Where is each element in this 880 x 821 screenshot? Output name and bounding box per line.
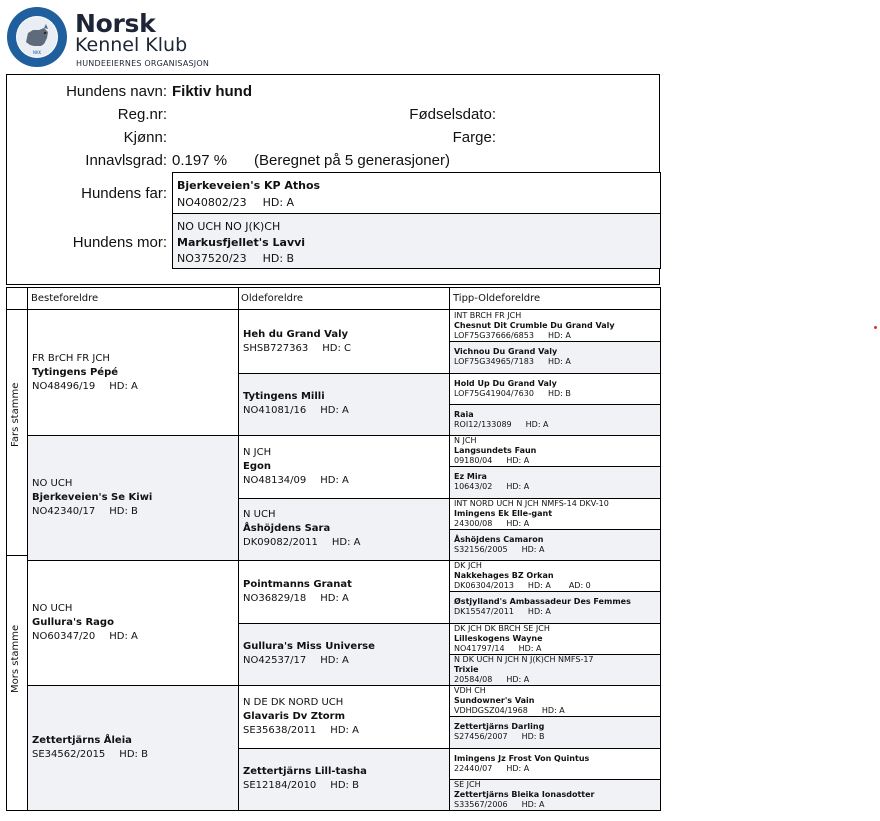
- regnr-label: Reg.nr:: [117, 106, 167, 123]
- name-label: Hundens navn:: [66, 83, 167, 100]
- row-divider: [450, 716, 660, 717]
- red-dot-marker: [874, 326, 877, 329]
- ancestor-gen3-1: [450, 311, 660, 341]
- ancestor-hd: HD: A: [547, 331, 571, 341]
- ancestor-hd: HD: A: [320, 405, 349, 417]
- ancestor-reg: NO42340/17: [32, 506, 96, 517]
- ancestor-name: Trixie: [454, 664, 479, 674]
- ancestor-name: Vichnou Du Grand Valy: [454, 347, 558, 357]
- ancestor-reg-line: [32, 505, 238, 519]
- ancestor-reg: NO48496/19: [32, 381, 96, 392]
- ancestor-title: DK JCH: [454, 561, 482, 571]
- ancestor-name: Lilleskogens Wayne: [454, 633, 543, 643]
- ancestor-title: FR BrCH FR JCH: [32, 353, 110, 364]
- ancestor-name: Bjerkeveien's Se Kiwi: [32, 492, 153, 503]
- ancestor-title: INT BRCH FR JCH: [454, 311, 522, 321]
- ancestor-hd: HD: B: [330, 780, 359, 792]
- brand-tagline: HUNDEEIERNES ORGANISASJON: [76, 59, 210, 68]
- brand-line1: Norsk: [75, 9, 156, 38]
- ancestor-reg: DK06304/2013: [454, 581, 514, 591]
- father-reg: NO40802/23: [177, 196, 247, 209]
- ancestor-hd: HD: A: [506, 482, 530, 492]
- ancestor-reg-line: [32, 748, 238, 762]
- ancestor-title: NO UCH: [32, 603, 73, 614]
- ancestor-gen3-3: [450, 374, 660, 404]
- row-divider: [450, 466, 660, 467]
- row-divider: [450, 529, 660, 530]
- ancestor-gen1-2: [28, 436, 238, 560]
- ancestor-reg-line: [454, 357, 660, 367]
- mors-stamme-label: Mors stamme: [10, 624, 21, 693]
- ancestor-gen3-9: [450, 561, 660, 591]
- sex-label: Kjønn:: [123, 129, 167, 146]
- ancestor-reg-line: [454, 519, 660, 529]
- ancestor-reg-line: [454, 607, 660, 617]
- inbreeding-value: 0.197 %: [172, 152, 228, 169]
- ancestor-reg-line: [454, 331, 660, 341]
- ancestor-name: Zettertjärns Bleika Ionasdotter: [454, 789, 595, 799]
- ancestor-reg: LOF75G34965/7183: [454, 357, 534, 367]
- ancestor-hd: HD: B: [119, 749, 148, 760]
- ancestor-name: Chesnut Dit Crumble Du Grand Valy: [454, 321, 615, 331]
- ancestor-title: N DE DK NORD UCH: [243, 696, 344, 708]
- ancestor-gen3-6: [450, 467, 660, 497]
- ancestor-gen2-5: [239, 561, 449, 623]
- ancestor-reg-line: [243, 654, 449, 668]
- header-gen3: Tipp-Oldeforeldre: [453, 293, 541, 304]
- ancestor-reg-line: [454, 420, 660, 430]
- father-name: Bjerkeveien's KP Athos: [177, 179, 321, 192]
- ancestor-title: N UCH: [243, 509, 276, 521]
- ancestor-reg-line: [243, 536, 449, 550]
- ancestor-name: Zettertjärns Åleia: [32, 735, 132, 746]
- ancestor-name: Raia: [454, 409, 474, 419]
- ancestor-hd: HD: C: [322, 342, 351, 354]
- ancestor-reg: SE34562/2015: [32, 749, 106, 760]
- ancestor-hd: HD: A: [320, 592, 349, 604]
- ancestor-reg: NO41081/16: [243, 405, 307, 417]
- ancestor-reg: DK09082/2011: [243, 537, 318, 549]
- nkk-seal-logo: [6, 6, 68, 68]
- fars-stamme-label: Fars stamme: [10, 382, 21, 447]
- ancestor-name: Ez Mira: [454, 472, 487, 482]
- ancestor-gen2-4: [239, 499, 449, 561]
- row-divider: [450, 591, 660, 592]
- row-divider: [450, 654, 660, 655]
- ancestor-reg: SHSB727363: [243, 342, 309, 354]
- mother-title: NO UCH NO J(K)CH: [177, 220, 281, 233]
- ancestor-name: Nakkehages BZ Orkan: [454, 571, 554, 581]
- inbreeding-label: Innavlsgrad:: [85, 152, 167, 169]
- ancestor-name: Gullura's Rago: [32, 617, 114, 628]
- ancestor-gen3-5: [450, 436, 660, 466]
- ancestor-reg: S33567/2006: [454, 799, 508, 809]
- ancestor-name: Åshöjdens Camaron: [454, 534, 544, 544]
- ancestor-reg-line: [454, 675, 660, 685]
- ancestor-hd: HD: A: [330, 724, 359, 736]
- birth-label: Fødselsdato:: [409, 106, 496, 123]
- ancestor-hd: HD: A: [547, 357, 571, 367]
- ancestor-gen3-13: [450, 686, 660, 716]
- ancestor-hd: HD: B: [109, 506, 138, 517]
- ancestor-reg: LOF75G37666/6853: [454, 331, 534, 341]
- ancestor-name: Østjylland's Ambassadeur Des Femmes: [454, 597, 631, 607]
- ancestor-gen2-2: [239, 374, 449, 436]
- ancestor-hd: HD: B: [521, 732, 545, 742]
- ancestor-title: N JCH: [243, 446, 272, 458]
- ancestor-title: SE JCH: [454, 779, 481, 789]
- ancestor-reg-line: [454, 456, 660, 466]
- ancestor-gen3-7: [450, 499, 660, 529]
- ancestor-name: Sundowner's Vain: [454, 696, 535, 706]
- father-reg-line: [177, 195, 660, 210]
- svg-text:NKK: NKK: [32, 50, 42, 55]
- ancestor-hd: HD: A: [521, 799, 545, 809]
- mother-label: Hundens mor:: [72, 234, 167, 251]
- ancestor-title: NO UCH: [32, 478, 73, 489]
- header-divider: [7, 309, 660, 310]
- ancestor-reg: NO36829/18: [243, 592, 307, 604]
- ancestor-gen2-1: [239, 311, 449, 373]
- ancestor-name: Zettertjärns Darling: [454, 722, 545, 732]
- ancestor-gen3-2: [450, 342, 660, 372]
- ancestor-name: Gullura's Miss Universe: [243, 641, 375, 653]
- ancestor-reg-line: [454, 706, 660, 716]
- ancestor-title: N DK UCH N JCH N J(K)CH NMFS-17: [454, 654, 594, 664]
- ancestor-gen3-14: [450, 717, 660, 747]
- ancestor-hd: HD: A: [320, 655, 349, 667]
- ancestor-reg: ROI12/133089: [454, 419, 512, 429]
- ancestor-reg-line: [243, 724, 449, 738]
- ancestor-name: Tytingens Milli: [243, 391, 325, 403]
- mother-name: Markusfjellet's Lavvi: [177, 236, 306, 249]
- ancestor-name: Imingens Ek Elle-gant: [454, 508, 553, 518]
- ancestor-reg: S32156/2005: [454, 544, 508, 554]
- ancestor-hd: HD: A: [518, 643, 542, 653]
- ancestor-gen3-16: [450, 780, 660, 810]
- ancestor-hd: HD: B: [547, 388, 571, 398]
- ancestor-reg-line: [243, 779, 449, 793]
- ancestor-hd: HD: A: [109, 381, 138, 392]
- ancestor-reg: S27456/2007: [454, 732, 508, 742]
- color-label: Farge:: [452, 129, 496, 146]
- ancestor-reg: NO42537/17: [243, 655, 307, 667]
- ancestor-hd: HD: A: [506, 763, 530, 773]
- ancestor-hd: HD: A: [320, 474, 349, 486]
- ancestor-reg: SE12184/2010: [243, 780, 317, 792]
- mother-reg-line: [177, 251, 660, 266]
- ancestor-name: Glavaris Dv Ztorm: [243, 710, 345, 722]
- ancestor-reg: NO48134/09: [243, 474, 307, 486]
- ancestor-reg: DK15547/2011: [454, 607, 514, 617]
- ancestor-reg-line: [32, 380, 238, 394]
- ancestor-title: VDH CH: [454, 686, 486, 696]
- ancestor-reg: NO60347/20: [32, 631, 96, 642]
- ancestor-reg: SE35638/2011: [243, 724, 317, 736]
- ancestor-reg-line: [454, 482, 660, 492]
- ancestor-gen2-7: [239, 686, 449, 748]
- ancestor-gen2-6: [239, 624, 449, 686]
- ancestor-name: Langsundets Faun: [454, 446, 537, 456]
- ancestor-gen2-8: [239, 749, 449, 811]
- ancestor-hd: HD: A: [541, 706, 565, 716]
- ancestor-reg: 20584/08: [454, 674, 493, 684]
- ancestor-reg: NO41797/14: [454, 643, 505, 653]
- row-divider: [450, 779, 660, 780]
- ancestor-name: Imingens Jz Frost Von Quintus: [454, 753, 590, 763]
- ancestor-reg-line: [454, 545, 660, 555]
- ancestor-gen2-3: [239, 436, 449, 498]
- ancestor-name: Egon: [243, 460, 271, 472]
- ancestor-reg-line: [454, 581, 660, 591]
- ancestor-name: Zettertjärns Lill-tasha: [243, 766, 367, 778]
- ancestor-reg: 24300/08: [454, 518, 493, 528]
- ancestor-reg: LOF75G41904/7630: [454, 388, 534, 398]
- ancestor-reg-line: [243, 342, 449, 356]
- ancestor-gen1-4: [28, 686, 238, 810]
- row-divider: [450, 341, 660, 342]
- ancestor-title: N JCH: [454, 436, 477, 446]
- ancestor-reg-line: [454, 644, 660, 654]
- pedigree-table: [6, 287, 661, 811]
- ancestor-reg-line: [454, 764, 660, 774]
- ancestor-hd: HD: A: [521, 544, 545, 554]
- mother-hd: HD: B: [262, 252, 295, 265]
- ancestor-reg-line: [454, 389, 660, 399]
- ancestor-hd: HD: A: [527, 581, 551, 591]
- ancestor-reg-line: [454, 800, 660, 810]
- ancestor-reg-line: [243, 404, 449, 418]
- ancestor-title: INT NORD UCH N JCH NMFS-14 DKV-10: [454, 498, 609, 508]
- ancestor-hd: HD: A: [506, 674, 530, 684]
- brand-line2: Kennel Klub: [75, 34, 188, 56]
- ancestor-hd: HD: A: [527, 607, 551, 617]
- ancestor-ad: AD: 0: [568, 581, 591, 591]
- father-hd: HD: A: [262, 196, 295, 209]
- header-gen1: Besteforeldre: [31, 293, 99, 304]
- ancestor-name: Heh du Grand Valy: [243, 328, 349, 340]
- row-divider: [450, 404, 660, 405]
- ancestor-gen1-1: [28, 311, 238, 435]
- ancestor-gen3-8: [450, 530, 660, 560]
- ancestor-gen3-12: [450, 655, 660, 685]
- ancestor-hd: HD: A: [525, 419, 549, 429]
- ancestor-hd: HD: A: [506, 518, 530, 528]
- ancestor-gen1-3: [28, 561, 238, 685]
- ancestor-hd: HD: A: [109, 631, 138, 642]
- ancestor-hd: HD: A: [331, 537, 361, 549]
- ancestor-gen3-10: [450, 592, 660, 622]
- ancestor-reg: 22440/07: [454, 763, 493, 773]
- father-label: Hundens far:: [81, 185, 167, 202]
- mother-reg: NO37520/23: [177, 252, 247, 265]
- dog-name: Fiktiv hund: [172, 83, 252, 100]
- ancestor-gen3-4: [450, 405, 660, 435]
- ancestor-name: Tytingens Pépé: [32, 367, 119, 378]
- ancestor-reg: 10643/02: [454, 482, 493, 492]
- header-gen2: Oldeforeldre: [241, 293, 304, 304]
- ancestor-reg: VDHDGSZ04/1968: [454, 706, 528, 716]
- ancestor-reg-line: [32, 630, 238, 644]
- ancestor-name: Pointmanns Granat: [243, 578, 352, 590]
- mother-box: [172, 213, 661, 269]
- ancestor-title: DK JCH DK BRCH SE JCH: [454, 623, 550, 633]
- inbreeding-note: (Beregnet på 5 generasjoner): [254, 152, 450, 169]
- ancestor-hd: HD: A: [506, 456, 530, 466]
- ancestor-reg-line: [243, 592, 449, 606]
- father-box: [172, 172, 661, 214]
- ancestor-reg-line: [454, 732, 660, 742]
- ancestor-name: Åshöjdens Sara: [243, 523, 331, 535]
- ancestor-reg: 09180/04: [454, 456, 493, 466]
- ancestor-gen3-11: [450, 624, 660, 654]
- ancestor-gen3-15: [450, 749, 660, 779]
- ancestor-reg-line: [243, 474, 449, 488]
- ancestor-name: Hold Up Du Grand Valy: [454, 378, 557, 388]
